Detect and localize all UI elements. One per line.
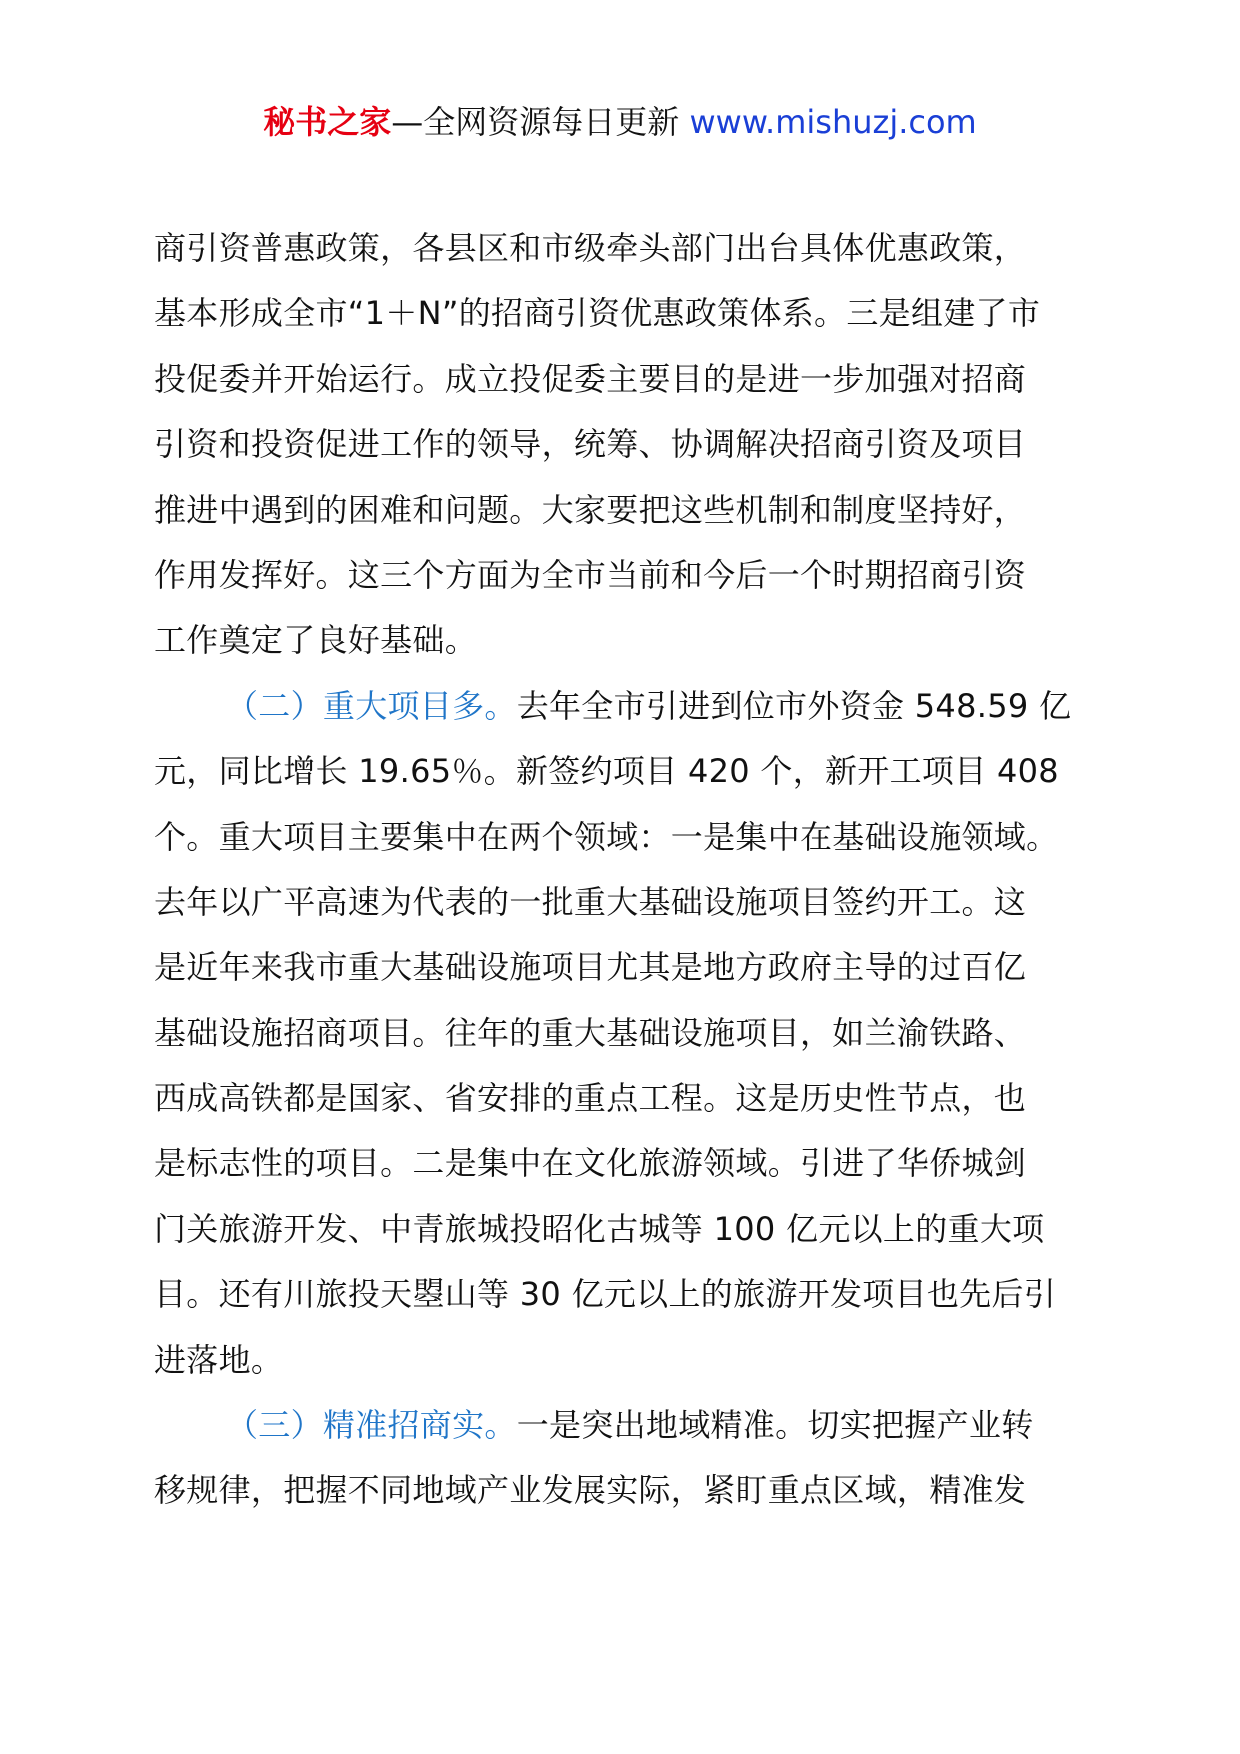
text-line: 基本形成全市“1＋N”的招商引资优惠政策体系。三是组建了市 — [154, 294, 1041, 333]
text-line: 商引资普惠政策，各县区和市级牵头部门出台具体优惠政策， — [154, 229, 1027, 267]
text-line: 推进中遇到的困难和问题。大家要把这些机制和制度坚持好， — [154, 490, 1027, 529]
site-url-link[interactable]: www.mishuzj.com — [689, 103, 977, 141]
paragraph-3 — [154, 1393, 1094, 1524]
text-span: 去年全市引进到位市外资金 548.59 亿 — [516, 686, 1072, 725]
paragraph-1 — [154, 216, 1094, 674]
text-line: 移规律，把握不同地域产业发展实际，紧盯重点区域，精准发 — [154, 1471, 1027, 1510]
text-line: 投促委并开始运行。成立投促委主要目的是进一步加强对招商 — [154, 359, 1027, 398]
text-line: 是标志性的项目。二是集中在文化旅游领域。引进了华侨城剑 — [154, 1144, 1027, 1183]
text-line: 门关旅游开发、中青旅城投昭化古城等 100 亿元以上的重大项 — [154, 1209, 1045, 1248]
text-span: 一是突出地域精准。切实把握产业转 — [516, 1406, 1034, 1445]
text-line: 目。还有川旅投天曌山等 30 亿元以上的旅游开发项目也先后引 — [154, 1275, 1057, 1314]
brand-name: 秘书之家 — [263, 103, 392, 141]
paragraph-2 — [154, 674, 1094, 1393]
text-line: 基础设施招商项目。往年的重大基础设施项目，如兰渝铁路、 — [154, 1013, 1027, 1052]
text-line: 西成高铁都是国家、省安排的重点工程。这是历史性节点，也 — [154, 1079, 1027, 1118]
paragraph-first-line — [154, 1393, 1094, 1458]
text-line: 元，同比增长 19.65％。新签约项目 420 个，新开工项目 408 — [154, 752, 1059, 791]
site-header — [0, 98, 1240, 146]
paragraph-first-line — [154, 674, 1094, 739]
section-heading-3: （三）精准招商实。 — [226, 1406, 517, 1445]
document-body — [154, 216, 1094, 1524]
text-line: 引资和投资促进工作的领导，统筹、协调解决招商引资及项目 — [154, 425, 1027, 464]
text-line: 进落地。 — [154, 1340, 284, 1379]
section-heading-2: （二）重大项目多。 — [226, 686, 517, 725]
text-line: 是近年来我市重大基础设施项目尤其是地方政府主导的过百亿 — [154, 948, 1027, 987]
text-line: 去年以广平高速为代表的一批重大基础设施项目签约开工。这 — [154, 882, 1027, 921]
header-slogan: —全网资源每日更新 — [391, 103, 690, 141]
text-line: 工作奠定了良好基础。 — [154, 621, 478, 660]
text-line: 作用发挥好。这三个方面为全市当前和今后一个时期招商引资 — [154, 555, 1027, 594]
text-line: 个。重大项目主要集中在两个领域：一是集中在基础设施领域。 — [154, 817, 1059, 856]
